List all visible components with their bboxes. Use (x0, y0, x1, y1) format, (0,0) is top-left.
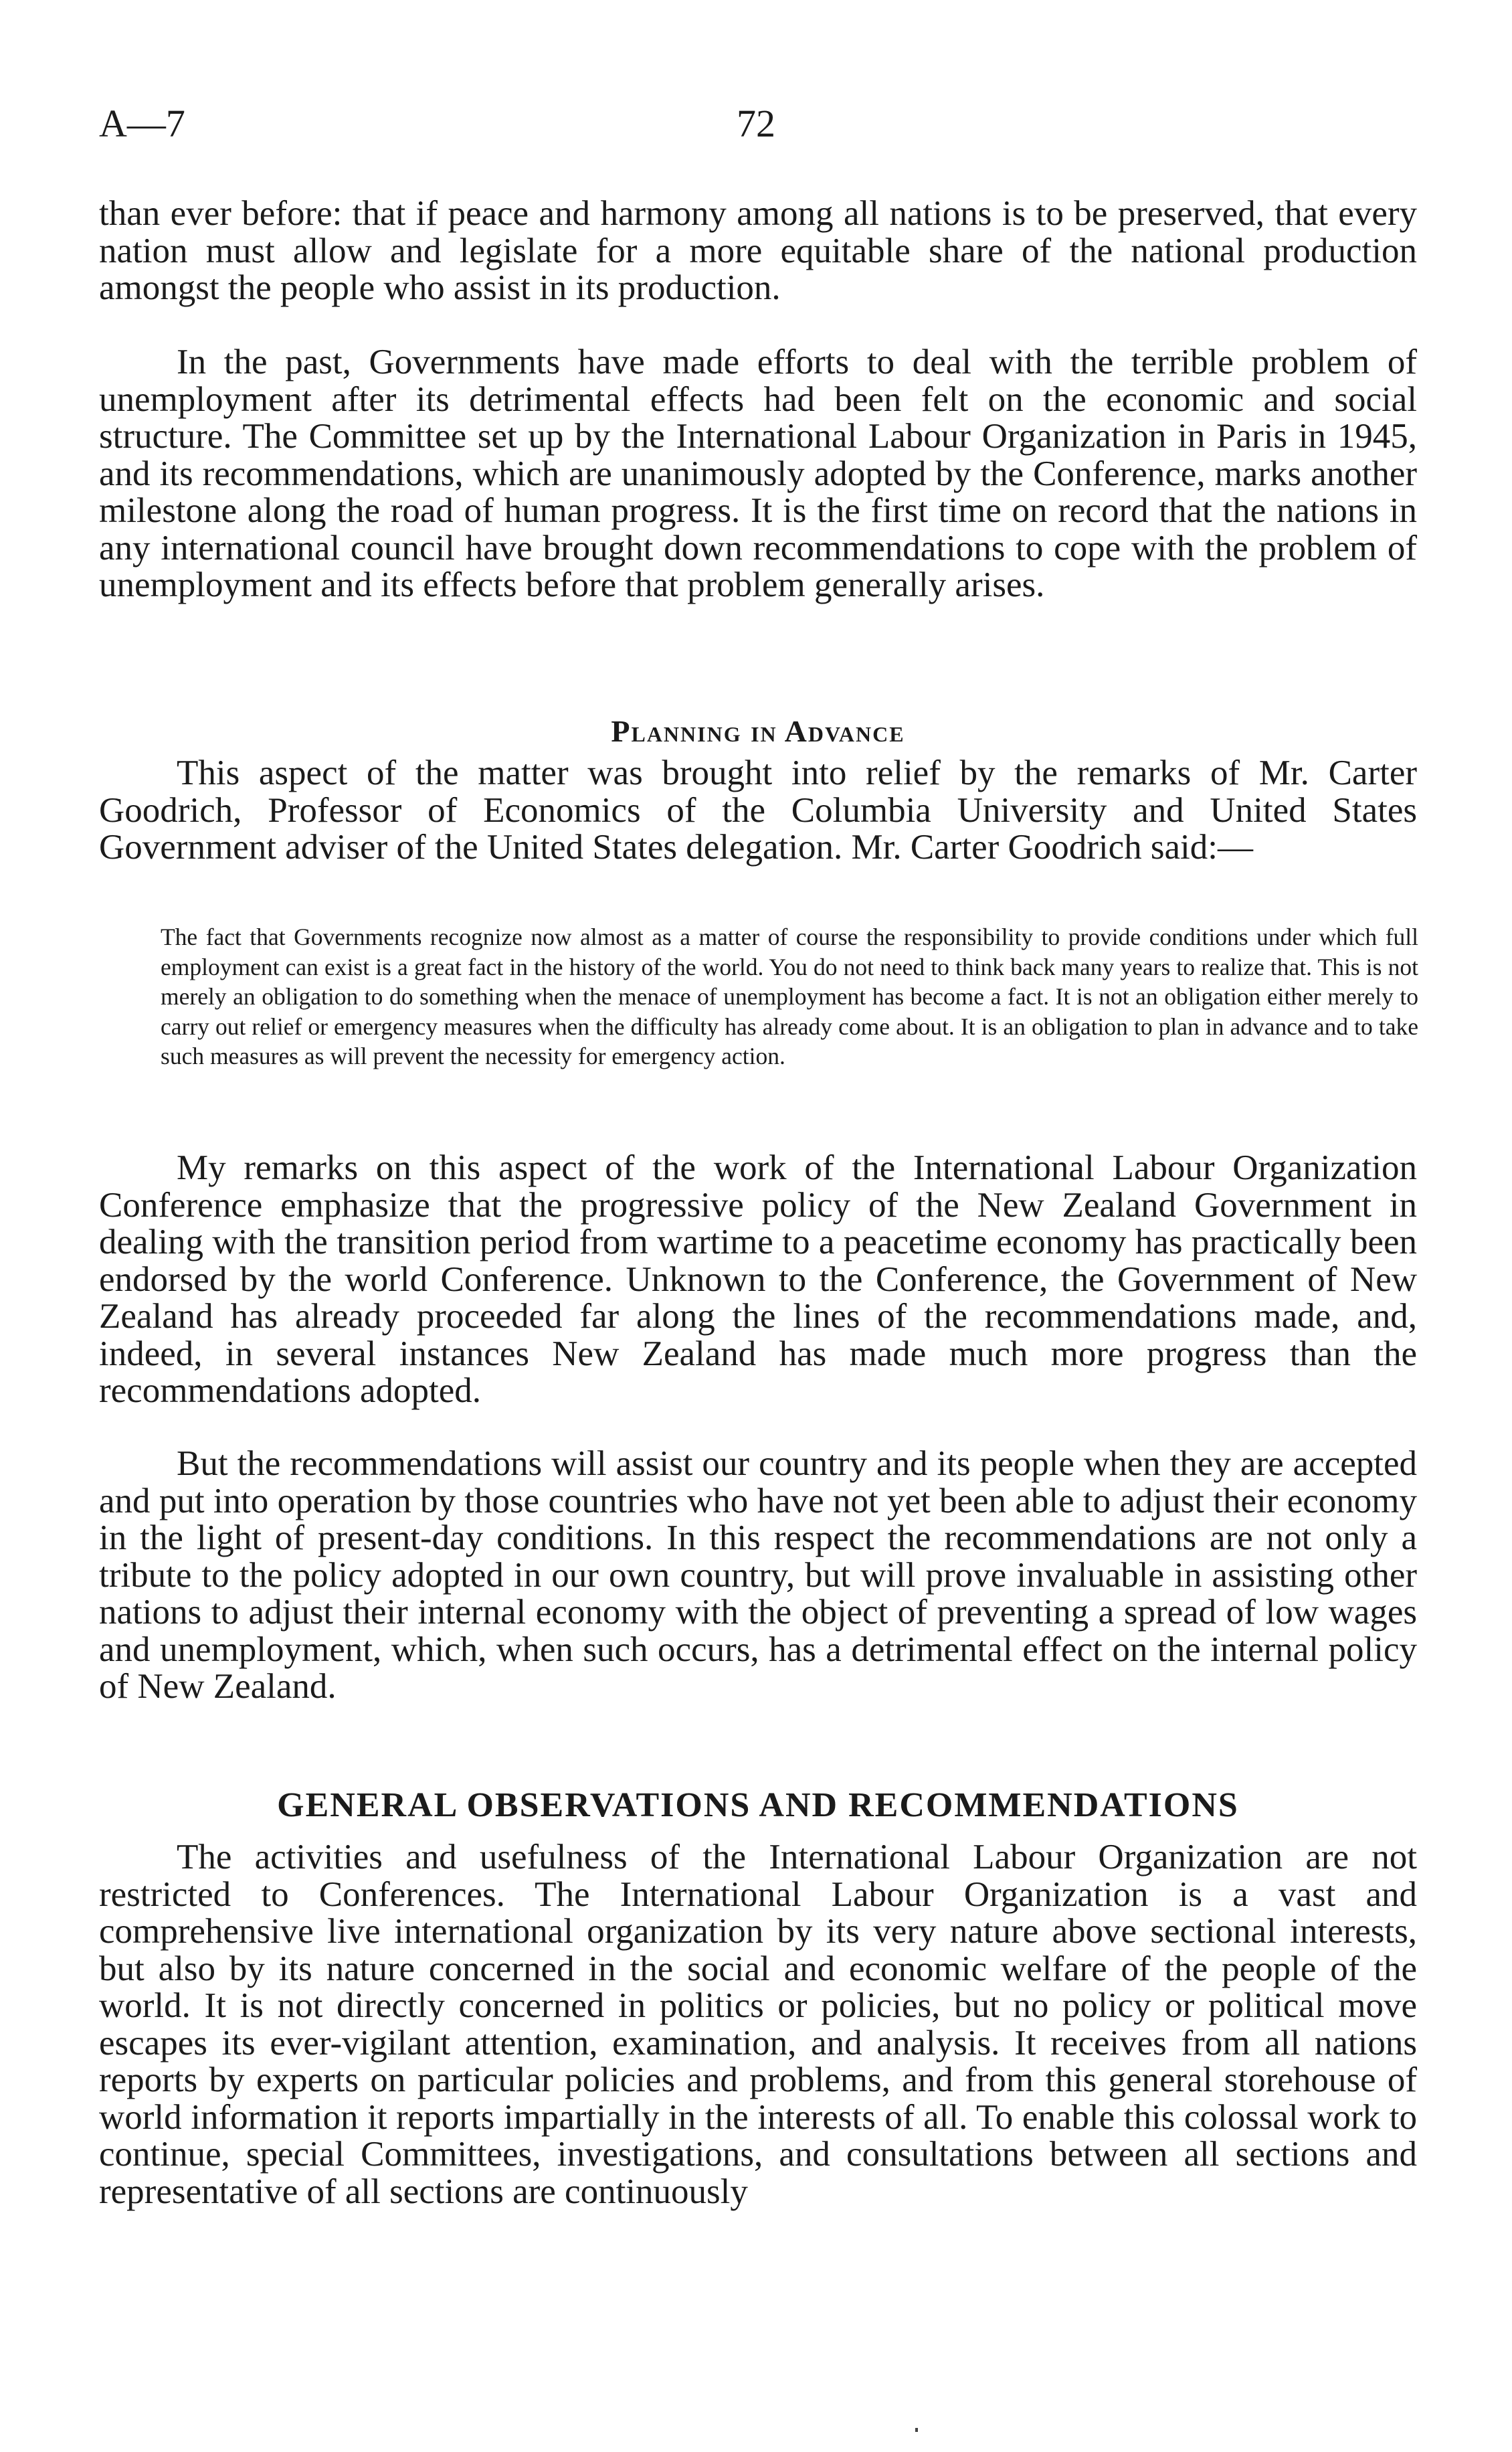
section-heading-general: GENERAL OBSERVATIONS AND RECOMMENDATIONS (277, 1786, 1239, 1824)
paragraph-goodrich-intro: This aspect of the matter was brought into relief by the remarks of Mr. Carter Goodrich, Professor of Economics of the Columbia University and United States Government adviser of the United States delegation. Mr. Carter Goodrich said:— (99, 754, 1417, 867)
document-reference: A—7 (99, 102, 185, 145)
block-quote-goodrich: The fact that Governments recognize now almost as a matter of course the responsibility to provide conditions under which full employment can exist is a great fact in the history of the world. You do not need to think back many years to realize that. This is not merely an obligation to do something when the menace of unemployment has become a fact. It is not an obligation either merely to carry out relief or emergency measures when the difficulty has already come about. It is an obligation to plan in advance and to take such measures as will prevent the necessity for emergency action. (161, 924, 1418, 1069)
page-number: 72 (737, 102, 775, 145)
paragraph-unemployment-past: In the past, Governments have made efforts to deal with the terrible problem of unemployment after its detrimental effects had been felt on the economic and social structure. The Committee set up by the International Labour Organization in Paris in 1945, and its recommendations, which are unanimously adopted by the Conference, marks another milestone along the road of human progress. It is the first time on record that the nations in any international council have brought down recommendations to cope with the problem of unemployment and its effects before that problem generally arises. (99, 343, 1417, 604)
page-header (0, 100, 1512, 154)
paragraph-ilo-activities: The activities and usefulness of the International Labour Organization are not restricted to Conferences. The International Labour Organization is a vast and comprehensive live international organization by its very nature above sectional interests, but also by its nature concerned in the social and economic welfare of the people of the world. It is not directly concerned in politics or policies, but no policy or political move escapes its ever-vigilant attention, examination, and analysis. It receives from all nations reports by experts on particular policies and problems, and from this general storehouse of world information it reports impartially in the interests of all. To enable this colossal work to continue, special Committees, investigations, and consultations between all sections and representative of all sections are continuously (99, 1838, 1417, 2211)
paragraph-recommendations: But the recommendations will assist our country and its people when they are accepted and put into operation by those countries who have not yet been able to adjust their economy in the light of present-day conditions. In this respect the recommendations are not only a tribute to the policy adopted in our own country, but will prove invaluable in assisting other nations to adjust their internal economy with the object of preventing a spread of low wages and unemployment, which, when such occurs, has a detrimental effect on the internal policy of New Zealand. (99, 1444, 1417, 1706)
paragraph-continuation: than ever before: that if peace and harmony among all nations is to be preserved, that every nation must allow and legislate for a more equitable share of the national production amongst the people who assist in its production. (99, 194, 1417, 307)
scan-artifact (915, 2428, 918, 2432)
paragraph-nz-policy: My remarks on this aspect of the work of the International Labour Organization Conference emphasize that the progressive policy of the New Zealand Government in dealing with the transition period from wartime to a peacetime economy has practically been endorsed by the world Conference. Unknown to the Conference, the Government of New Zealand has already proceeded far along the lines of the recommendations made, and, indeed, in several instances New Zealand has made much more progress than the recommendations adopted. (99, 1148, 1417, 1410)
section-heading-planning: Planning in Advance (611, 714, 905, 748)
